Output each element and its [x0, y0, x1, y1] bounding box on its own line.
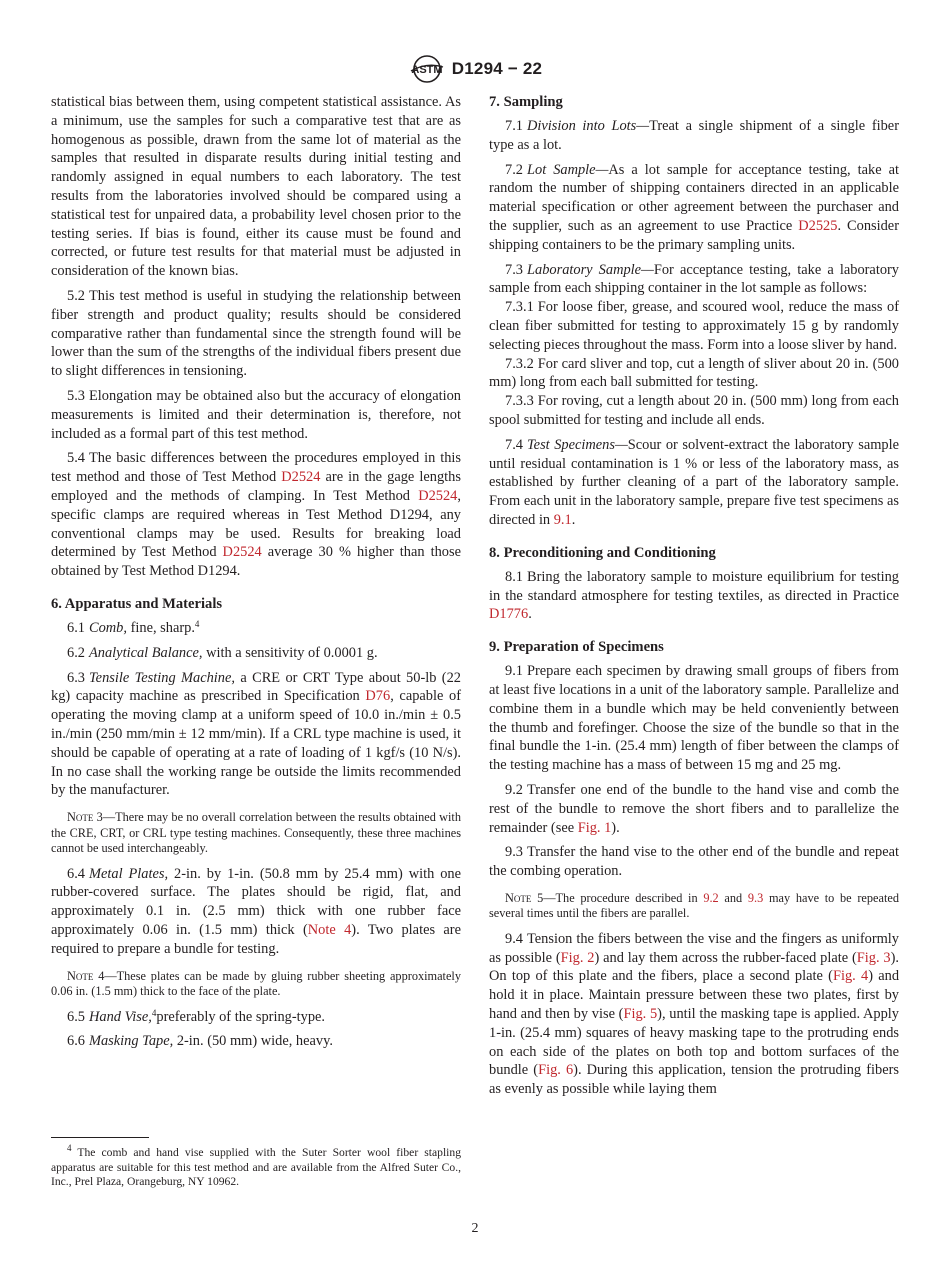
link-d2525[interactable]: D2525 [798, 217, 838, 234]
link-d2524[interactable]: D2524 [418, 487, 458, 504]
paragraph-7-1: 7.1 Division into Lots—Treat a single shipment of a single fiber type as a lot. [489, 118, 899, 153]
link-note-4[interactable]: Note 4 [307, 921, 352, 938]
section-6-heading: 6. Apparatus and Materials [51, 595, 223, 612]
link-fig-6[interactable]: Fig. 6 [538, 1062, 574, 1079]
right-column [489, 93, 899, 1105]
footnote-divider [51, 1137, 149, 1138]
link-d2524[interactable]: D2524 [222, 544, 262, 561]
section-7-heading: 7. Sampling [489, 94, 563, 110]
paragraph-5-3: 5.3 Elongation may be obtained also but the accuracy of elongation measurements is limited and their determination is, therefore, not included as a formal part of this test method. [51, 387, 461, 442]
note-5: Note 5—The procedure described in 9.2 and 9.3 may have to be repeated several times until the fibers are parallel. [489, 890, 899, 921]
paragraph-7-3-3: 7.3.3 For roving, cut a length about 20 in. (500 mm) long from each spool submitted for testing and include all ends. [489, 393, 899, 428]
document-id: D1294 − 22 [451, 59, 543, 78]
footnote-4: $^4$ The comb and hand vise supplied with the Suter Sorter wool fiber stapling apparatus are suitable for this test method and are available from the Alfred Suter Co., Inc., Prel Plaza, Orangeburg, NY 10962. [51, 1143, 461, 1188]
paragraph-6-4: 6.4 Metal Plates, 2-in. by 1-in. (50.8 mm by 25.4 mm) with one rubber-covered surface. The plates should be rigid, flat, and approximately 0.1 in. (2.5 mm) thick with one rubber face approximately 0.06 in. (1.5 mm) thick (Note 4). Two plates are required to prepare a bundle for testing. [51, 865, 462, 957]
footnote-ref[interactable]: 4 [194, 618, 200, 629]
paragraph-5-4: 5.4 The basic differences between the procedures employed in this test method and those of Test Method D2524 are in the gage lengths employed and the methods of clamping. In Test Method D2524, specific clamps are required whereas in Test Method D1294, any conventional clamps may be used. Results for breaking load determined by Test Method D2524 average 30 % higher than those obtained by Test Method D1294. [51, 450, 461, 580]
paragraph-8-1: 8.1 Bring the laboratory sample to moisture equilibrium for testing in the standard atmosphere for testing textiles, as directed in Practice D1776. [489, 568, 899, 623]
paragraph-6-5: 6.5 Hand Vise,$^4$preferably of the spring-type. [67, 1007, 326, 1025]
link-d76[interactable]: D76 [365, 688, 391, 705]
page-number: 2 [471, 1221, 479, 1236]
link-9-1[interactable]: 9.1 [553, 511, 572, 528]
paragraph-6-6: 6.6 Masking Tape, 2-in. (50 mm) wide, heavy. [67, 1033, 333, 1050]
paragraph-7-3: 7.3 Laboratory Sample—For acceptance testing, take a laboratory sample from each shipping container in the lot sample as follows: [489, 261, 900, 297]
link-fig-2[interactable]: Fig. 2 [560, 949, 595, 966]
link-fig-1[interactable]: Fig. 1 [577, 819, 612, 836]
note-3: Note 3—There may be no overall correlation between the results obtained with the CRE, CRT, or CRL type testing machines. Consequently, these three machines cannot be used interchangeably. [51, 810, 461, 856]
footnote-ref[interactable]: 4 [151, 1007, 157, 1018]
link-d1776[interactable]: D1776 [489, 606, 529, 623]
paragraph-5-2: 5.2 This test method is useful in studying the relationship between fiber strength and product quality; results should be considered comparative rather than fundamental since the strength found will be lower than the sum of the strengths of the individual fibers present due to slight differences in tensioning. [51, 287, 461, 380]
left-column [51, 93, 461, 1057]
section-9-heading: 9. Preparation of Specimens [489, 639, 664, 656]
link-9-2[interactable]: 9.2 [703, 890, 719, 905]
paragraph-6-2: 6.2 Analytical Balance, with a sensitivity of 0.0001 g. [67, 644, 378, 661]
note-4: Note 4—These plates can be made by gluing rubber sheeting approximately 0.06 in. (1.5 mm) thick to the face of the plate. [51, 968, 461, 999]
section-8-heading: 8. Preconditioning and Conditioning [489, 544, 716, 561]
svg-text:ASTM: ASTM [411, 64, 443, 76]
paragraph-7-2: 7.2 Lot Sample—As a lot sample for acceptance testing, take at random the number of shipping containers directed in an applicable material specification or other agreement between the purchaser and the supplier, such as an agreement to use Practice D2525. Consider shipping containers to be the primary sampling units. [489, 161, 899, 253]
astm-logo-icon [408, 54, 446, 84]
paragraph-9-3: 9.3 Transfer the hand vise to the other end of the bundle and repeat the combing operation. [489, 844, 899, 880]
link-9-3[interactable]: 9.3 [747, 890, 764, 905]
paragraph-7-3-2: 7.3.2 For card sliver and top, cut a length of sliver about 20 in. (500 mm) long from each ball submitted for testing. [489, 355, 899, 391]
paragraph-7-4: 7.4 Test Specimens—Scour or solvent-extract the laboratory sample until residual contamination is 1 % or less of the laboratory mass, as established by further cleaning of a part of the laboratory sample. From each unit in the laboratory sample, prepare five test specimens as directed in 9.1. [489, 436, 899, 528]
paragraph-5-1-continued: statistical bias between them, using competent statistical assistance. As a minimum, use the samples for such a comparative test that are as homogenous as possible, drawn from the same lot of material as the samples that resulted in disparate results during initial testing and randomly assigned in equal numbers to each laboratory. The test results from the laboratories involved should be compared using a statistical test for unpaired data, a probability level chosen prior to the testing series. If bias is found, either its cause must be found and corrected, or future test results for that material must be adjusted in consideration of the known bias. [51, 94, 461, 280]
link-fig-3[interactable]: Fig. 3 [856, 949, 891, 966]
page-header [0, 54, 950, 89]
paragraph-6-1: 6.1 Comb, fine, sharp.$^4$ [67, 618, 200, 636]
link-fig-5[interactable]: Fig. 5 [623, 1006, 658, 1023]
link-fig-4[interactable]: Fig. 4 [832, 968, 869, 985]
paragraph-9-1: 9.1 Prepare each specimen by drawing small groups of fibers from at least five locations in a unit of the laboratory sample. Parallelize and combine them in a bundle which may be held conveniently between the thumb and forefinger. Choose the size of the bundle so that in the final bundle the 1-in. (25.4 mm) length of fiber between the clamps of the testing machine has a mass of between 15 mg and 25 mg. [489, 663, 899, 774]
link-d2524[interactable]: D2524 [281, 469, 321, 486]
paragraph-9-2: 9.2 Transfer one end of the bundle to the hand vise and comb the rest of the bundle to remove the short fibers and to parallelize the remainder (see Fig. 1). [489, 781, 899, 836]
paragraph-7-3-1: 7.3.1 For loose fiber, grease, and scoured wool, reduce the mass of clean fiber submitted for testing to approximately 15 g by randomly selecting pieces throughout the mass. Form into a loose sliver by hand. [489, 299, 899, 353]
paragraph-9-4: 9.4 Tension the fibers between the vise and the fingers as uniformly as possible (Fig. 2) and lay them across the rubber-faced plate (Fig. 3). On top of this plate and the fibers, place a second plate (Fig. 4) and hold it in place. Maintain pressure between these two plates, first by hand and then by vise (Fig. 5), until the masking tape is applied. Apply 1-in. (25.4 mm) squares of heavy masking tape to the protruding ends on each side of the plates on both top and bottom surfaces of the bundle (Fig. 6). During this application, tension the protruding fibers as evenly as possible while laying them [489, 930, 900, 1098]
paragraph-6-3: 6.3 Tensile Testing Machine, a CRE or CRT Type about 50-lb (22 kg) capacity machine as prescribed in Specification D76, capable of operating the moving clamp at a uniform speed of 10.0 in./min ± 0.5 in./min (250 mm/min ± 12 mm/min). If a CRL type machine is used, it should be capable of operating at a rate of loading of 1 kgf/s (10 N/s). In no case shall the working range be outside the limits recommended by the manufacturer. [51, 669, 461, 799]
